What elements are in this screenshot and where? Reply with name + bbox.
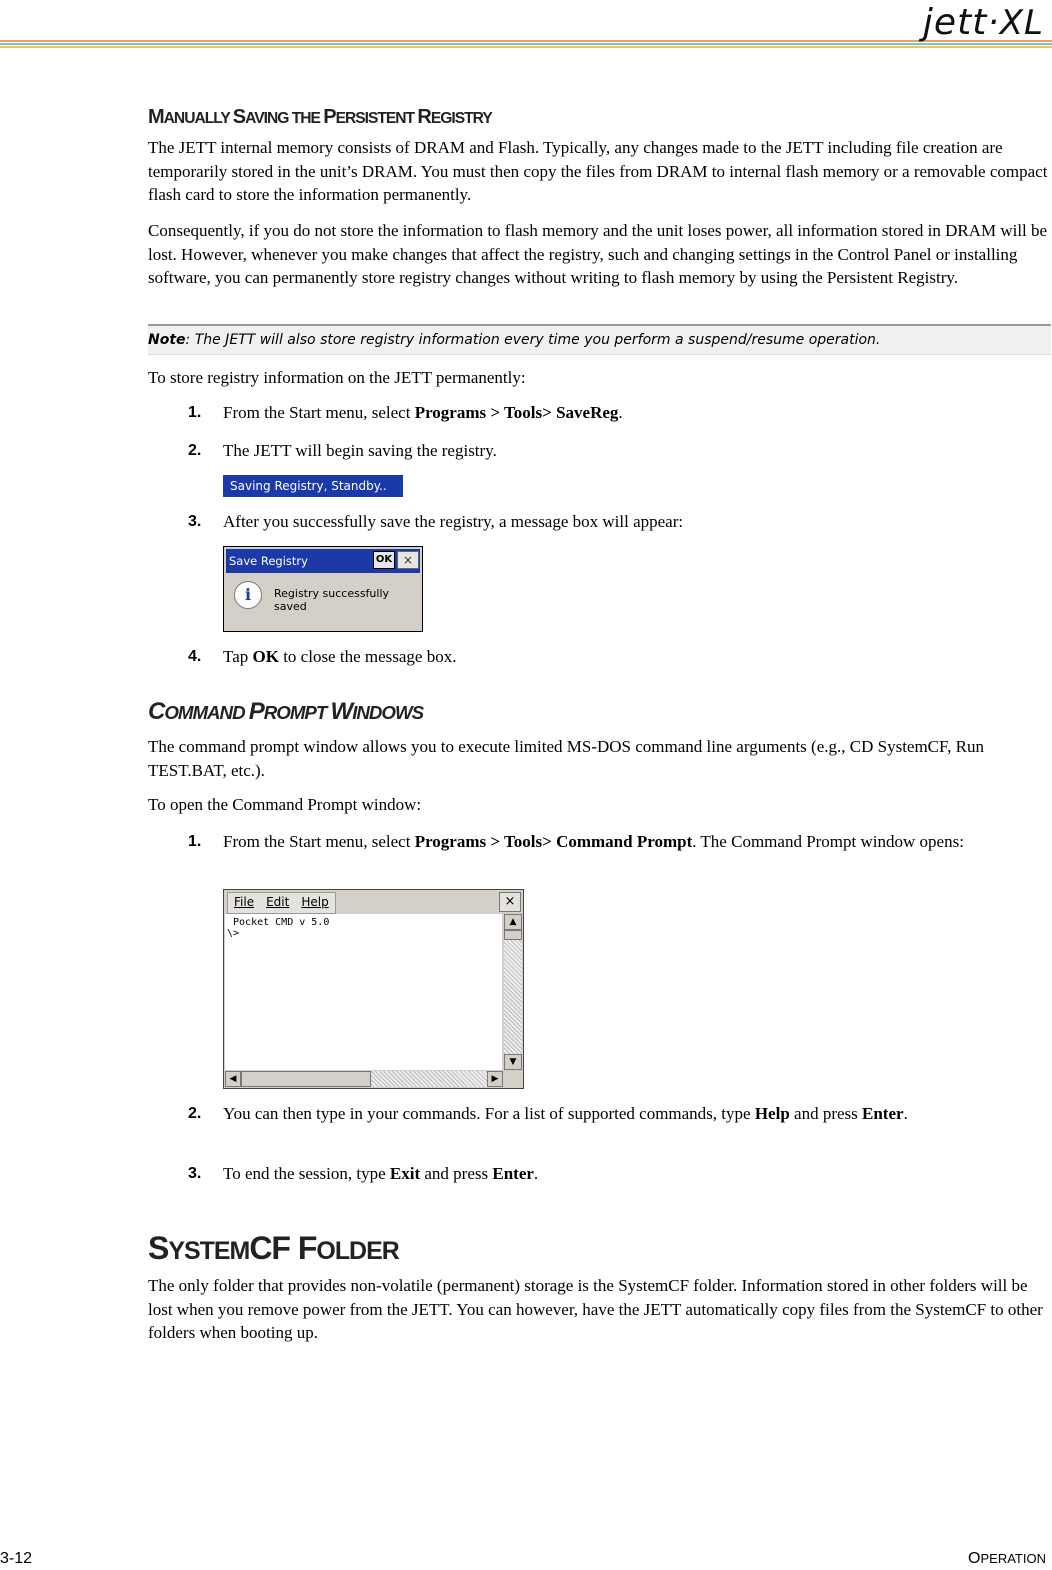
heading-command-prompt: COMMAND PROMPT WINDOWS — [148, 698, 424, 725]
command-prompt-window — [223, 889, 524, 1089]
scroll-thumb[interactable] — [504, 930, 522, 940]
logo-suffix: XL — [999, 3, 1044, 43]
paragraph: The only folder that provides non-volatile (permanent) storage is the SystemCF folder. Information stored in other folders will be lost when you remove power from the JETT. You can however, have the JETT automatically copy files from the SystemCF to other folders when booting up. — [148, 1276, 1043, 1342]
menu-file[interactable]: File — [234, 895, 255, 909]
saving-registry-bar: Saving Registry, Standby.. — [223, 475, 403, 497]
close-icon[interactable]: × — [499, 892, 521, 912]
heading-manually-saving: MANUALLY SAVING THE PERSISTENT REGISTRY — [148, 106, 492, 128]
scroll-thumb[interactable] — [241, 1071, 371, 1087]
dialog-message: Registry successfully saved — [274, 587, 390, 613]
note-box: Note: The JETT will also store registry information every time you perform a suspend/resume operation. — [148, 324, 1051, 355]
logo-main: jett — [922, 2, 988, 43]
ok-button[interactable]: OK — [373, 551, 395, 569]
console-output[interactable]: Pocket CMD v 5.0 \> — [225, 914, 502, 1070]
vertical-scrollbar[interactable] — [504, 914, 522, 1070]
menu-bar — [227, 892, 336, 914]
dialog-title: Save Registry — [226, 549, 420, 573]
paragraph: Consequently, if you do not store the information to flash memory and the unit loses power, all information stored in DRAM will be lost. However, whenever you make changes that affect the registry, such and changing settings in the Control Panel or installing software, you can permanently store registry changes without writing to flash memory by using the Persistent Registry. — [148, 221, 1048, 287]
info-icon: i — [234, 581, 262, 609]
paragraph: To store registry information on the JETT permanently: — [148, 368, 526, 387]
save-registry-dialog — [223, 546, 423, 632]
jett-xl-logo: jett·XL — [922, 2, 1044, 43]
menu-edit[interactable]: Edit — [266, 895, 290, 909]
close-icon[interactable]: × — [397, 551, 419, 569]
scroll-down-icon[interactable]: ▼ — [504, 1054, 522, 1070]
paragraph: The JETT internal memory consists of DRAM and Flash. Typically, any changes made to the JETT including file creation are temporarily stored in the unit’s DRAM. You must then copy the files from DRAM to internal flash memory or a removable compact flash card to store the information permanently. — [148, 138, 1048, 204]
heading-systemcf-folder: SYSTEMCF FOLDER — [148, 1230, 399, 1266]
paragraph: To open the Command Prompt window: — [148, 795, 422, 814]
section-name: OPERATION — [968, 1550, 1046, 1567]
scroll-up-icon[interactable]: ▲ — [504, 914, 522, 930]
page-number: 3-12 — [0, 1550, 33, 1567]
header-stripes — [0, 40, 1052, 50]
paragraph: The command prompt window allows you to execute limited MS-DOS command line arguments (e.g., CD SystemCF, Run TEST.BAT, etc.). — [148, 737, 984, 780]
horizontal-scrollbar[interactable] — [225, 1071, 503, 1087]
scroll-left-icon[interactable]: ◀ — [225, 1071, 241, 1087]
menu-help[interactable]: Help — [301, 895, 329, 909]
scroll-right-icon[interactable]: ▶ — [487, 1071, 503, 1087]
